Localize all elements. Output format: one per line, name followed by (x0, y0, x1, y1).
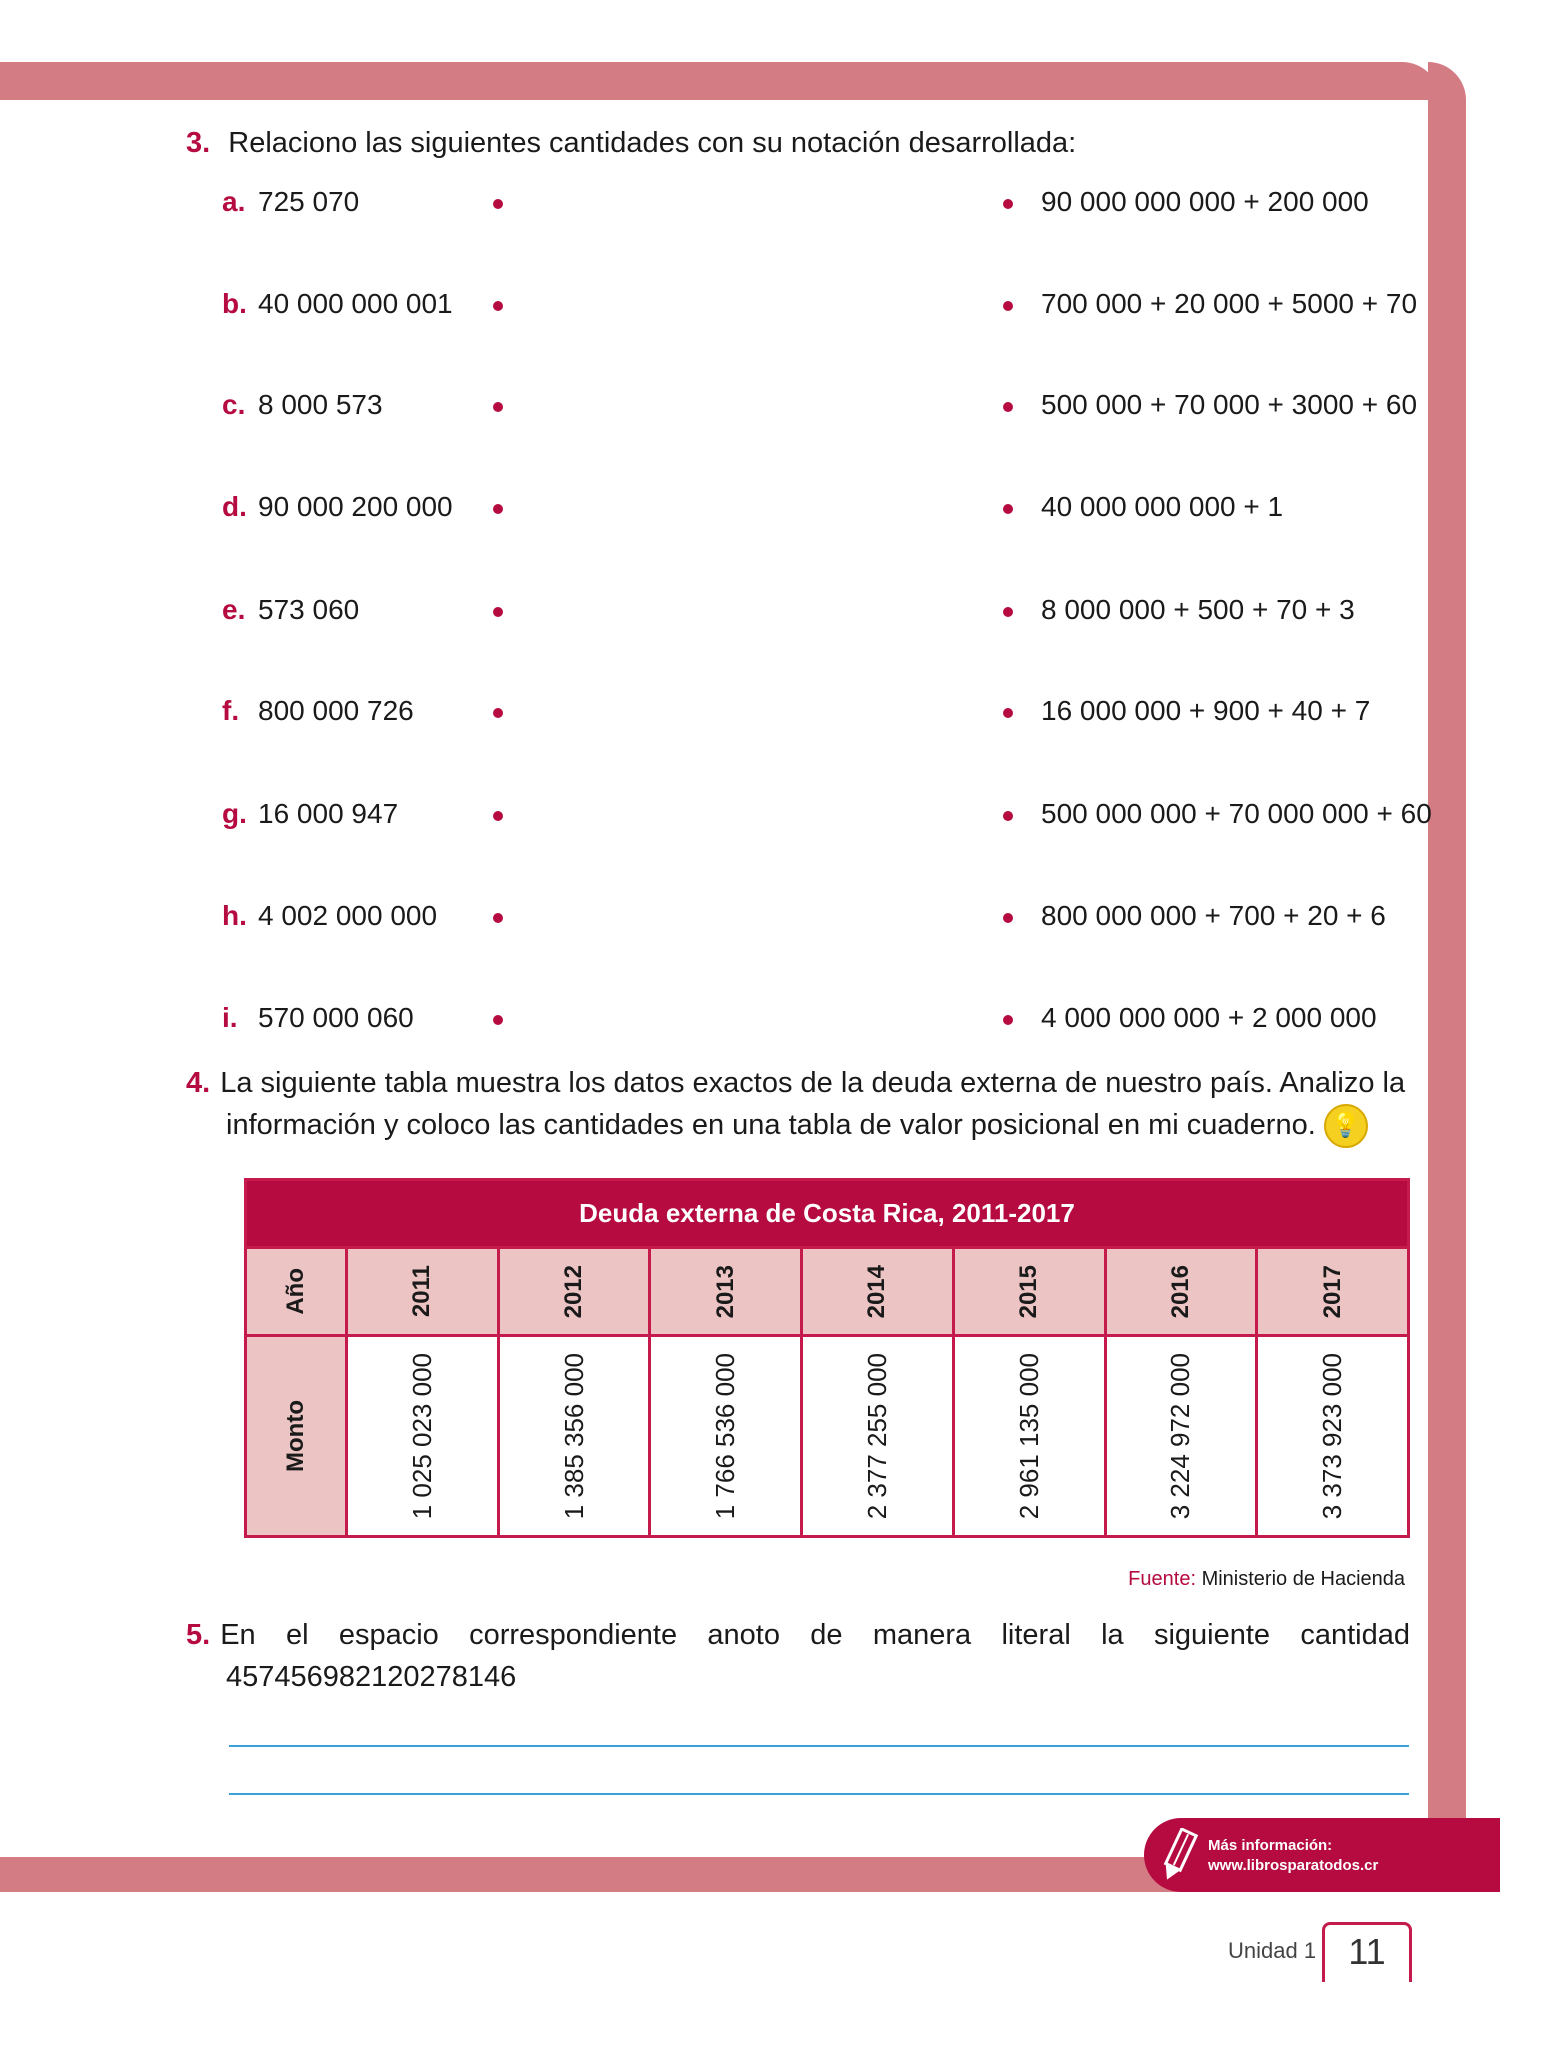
amount-cell (650, 1336, 802, 1537)
question-number: 3. (186, 127, 211, 159)
debt-table (244, 1178, 1410, 1538)
item-letter: i. (222, 1002, 238, 1033)
expanded-notation: 500 000 000 + 70 000 000 + 60 (1041, 798, 1432, 829)
top-border-band (0, 62, 1440, 100)
year-value: 2016 (1166, 1264, 1194, 1319)
year-cell (1105, 1248, 1257, 1336)
left-match-dot[interactable] (493, 708, 503, 718)
item-value: 90 000 200 000 (258, 491, 453, 522)
right-match-dot[interactable] (1003, 811, 1013, 821)
right-match-dot[interactable] (1003, 199, 1013, 209)
item-value: 8 000 573 (258, 389, 383, 420)
question-text: En el espacio correspondiente anoto de manera literal la siguiente cantidad (220, 1619, 1410, 1651)
source-value: Ministerio de Hacienda (1201, 1568, 1405, 1590)
left-match-dot[interactable] (493, 504, 503, 514)
expanded-notation: 500 000 + 70 000 + 3000 + 60 (1041, 389, 1418, 420)
year-label: Año (282, 1268, 309, 1315)
amount-cell (498, 1336, 650, 1537)
left-match-dot[interactable] (493, 301, 503, 311)
left-match-dot[interactable] (493, 199, 503, 209)
right-match-dot[interactable] (1003, 402, 1013, 412)
amount-cell (1105, 1336, 1257, 1537)
bottom-border-band (0, 1857, 1200, 1892)
year-value: 2011 (408, 1265, 436, 1318)
unit-label: Unidad 1 (1228, 1938, 1317, 1963)
year-cell (650, 1248, 802, 1336)
question-number: 4. (186, 1067, 211, 1099)
expanded-notation: 16 000 000 + 900 + 40 + 7 (1041, 695, 1371, 726)
item-letter: b. (222, 288, 247, 319)
item-value: 570 000 060 (258, 1002, 414, 1033)
year-value: 2017 (1318, 1264, 1346, 1319)
item-letter: e. (222, 594, 246, 625)
left-match-dot[interactable] (493, 1015, 503, 1025)
item-value: 800 000 726 (258, 695, 414, 726)
amount-cell (1257, 1336, 1409, 1537)
info-url[interactable]: www.librosparatodos.cr (1208, 1857, 1379, 1874)
item-letter: f. (222, 695, 240, 726)
left-match-dot[interactable] (493, 402, 503, 412)
expanded-notation: 90 000 000 000 + 200 000 (1041, 186, 1369, 217)
question-4 (186, 1062, 1410, 1148)
item-value: 16 000 947 (258, 798, 399, 829)
amount-cell (802, 1336, 954, 1537)
year-cell (1257, 1248, 1409, 1336)
amount-value: 1 766 536 000 (710, 1352, 741, 1520)
page-number: 11 (1322, 1922, 1412, 1982)
row-label (246, 1248, 347, 1336)
year-cell (953, 1248, 1105, 1336)
right-match-dot[interactable] (1003, 607, 1013, 617)
question-number: 5. (186, 1619, 211, 1651)
question-text: La siguiente tabla muestra los datos exactos de la deuda externa de nuestro país. Analizo la (220, 1067, 1406, 1099)
left-match-dot[interactable] (493, 811, 503, 821)
source-label: Fuente: (1128, 1568, 1196, 1590)
item-letter: g. (222, 798, 247, 829)
year-cell (347, 1248, 499, 1336)
amount-value: 2 961 135 000 (1013, 1352, 1044, 1520)
question-text: Relaciono las siguientes cantidades con su notación desarrollada: (228, 127, 1077, 159)
expanded-notation: 8 000 000 + 500 + 70 + 3 (1041, 594, 1355, 625)
pencil-icon (1158, 1828, 1198, 1884)
year-cell (802, 1248, 954, 1336)
amount-cell (953, 1336, 1105, 1537)
answer-line[interactable] (229, 1793, 1409, 1795)
border-corner (1360, 100, 1428, 168)
question-3 (186, 122, 1076, 164)
year-row (246, 1248, 1409, 1336)
item-letter: d. (222, 491, 247, 522)
amount-value: 3 224 972 000 (1165, 1352, 1196, 1520)
expanded-notation: 4 000 000 000 + 2 000 000 (1041, 1002, 1377, 1033)
left-match-dot[interactable] (493, 913, 503, 923)
item-letter: a. (222, 186, 246, 217)
amount-value: 2 377 255 000 (861, 1352, 892, 1520)
more-info-banner (1144, 1818, 1500, 1892)
item-value: 4 002 000 000 (258, 900, 438, 931)
item-value: 573 060 (258, 594, 360, 625)
year-cell (498, 1248, 650, 1336)
amount-value: 1 385 356 000 (558, 1352, 589, 1520)
right-match-dot[interactable] (1003, 913, 1013, 923)
item-value: 40 000 000 001 (258, 288, 453, 319)
right-border-band (1428, 62, 1466, 1822)
expanded-notation: 800 000 000 + 700 + 20 + 6 (1041, 900, 1386, 931)
expanded-notation: 700 000 + 20 000 + 5000 + 70 (1041, 288, 1418, 319)
amount-value: 1 025 023 000 (406, 1352, 437, 1520)
amount-value: 3 373 923 000 (1317, 1352, 1348, 1520)
info-title: Más información: (1208, 1837, 1333, 1854)
amount-cell (347, 1336, 499, 1537)
table-title: Deuda externa de Costa Rica, 2011-2017 (246, 1180, 1409, 1248)
right-match-dot[interactable] (1003, 504, 1013, 514)
item-value: 725 070 (258, 186, 360, 217)
row-label (246, 1336, 347, 1537)
year-value: 2014 (863, 1264, 891, 1319)
left-match-dot[interactable] (493, 607, 503, 617)
question-5 (186, 1614, 1410, 1698)
year-value: 2012 (560, 1264, 588, 1319)
amount-row (246, 1336, 1409, 1537)
item-letter: h. (222, 900, 247, 931)
expanded-notation: 40 000 000 000 + 1 (1041, 491, 1284, 522)
year-value: 2013 (711, 1264, 739, 1319)
source-note (1128, 1568, 1405, 1591)
question-text: información y coloco las cantidades en una tabla de valor posicional en mi cuaderno. (226, 1109, 1316, 1141)
question-number-value: 457456982120278146 (226, 1661, 517, 1693)
lightbulb-icon[interactable]: 💡 (1324, 1104, 1368, 1148)
right-match-dot[interactable] (1003, 708, 1013, 718)
item-letter: c. (222, 389, 246, 420)
year-value: 2015 (1015, 1264, 1043, 1319)
right-match-dot[interactable] (1003, 301, 1013, 311)
answer-line[interactable] (229, 1745, 1409, 1747)
right-match-dot[interactable] (1003, 1015, 1013, 1025)
amount-label: Monto (282, 1400, 309, 1472)
